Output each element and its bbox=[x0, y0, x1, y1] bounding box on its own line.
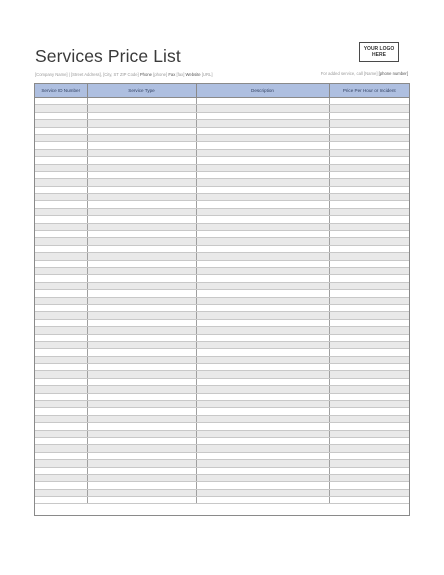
cell-description[interactable] bbox=[196, 415, 329, 422]
cell-service-id[interactable] bbox=[35, 134, 87, 141]
cell-price[interactable] bbox=[329, 186, 409, 193]
cell-service-type[interactable] bbox=[87, 245, 196, 252]
cell-description[interactable] bbox=[196, 467, 329, 474]
cell-service-type[interactable] bbox=[87, 98, 196, 105]
cell-price[interactable] bbox=[329, 164, 409, 171]
cell-price[interactable] bbox=[329, 371, 409, 378]
cell-price[interactable] bbox=[329, 149, 409, 156]
fax-value: [fax] bbox=[175, 72, 186, 77]
cell-service-id[interactable] bbox=[35, 393, 87, 400]
cell-service-id[interactable] bbox=[35, 378, 87, 385]
cell-description[interactable] bbox=[196, 460, 329, 467]
cell-price[interactable] bbox=[329, 179, 409, 186]
cell-description[interactable] bbox=[196, 275, 329, 282]
cell-price[interactable] bbox=[329, 341, 409, 348]
cell-description[interactable] bbox=[196, 98, 329, 105]
table-row bbox=[35, 393, 409, 400]
phone-value: [phone] bbox=[152, 72, 169, 77]
table-row bbox=[35, 319, 409, 326]
table-row bbox=[35, 267, 409, 274]
cell-service-type[interactable] bbox=[87, 467, 196, 474]
cell-price[interactable] bbox=[329, 267, 409, 274]
cell-service-id[interactable] bbox=[35, 401, 87, 408]
cell-description[interactable] bbox=[196, 312, 329, 319]
website-label: Website bbox=[185, 72, 201, 77]
cell-service-id[interactable] bbox=[35, 105, 87, 112]
cell-service-type[interactable] bbox=[87, 238, 196, 245]
cell-service-id[interactable] bbox=[35, 275, 87, 282]
cell-description[interactable] bbox=[196, 208, 329, 215]
cell-description[interactable] bbox=[196, 452, 329, 459]
cell-service-id[interactable] bbox=[35, 282, 87, 289]
column-header-price: Price Per Hour or Incident bbox=[329, 84, 409, 98]
cell-service-id[interactable] bbox=[35, 112, 87, 119]
column-header-description: Description bbox=[196, 84, 329, 98]
table-row bbox=[35, 489, 409, 496]
table-row bbox=[35, 164, 409, 171]
cell-price[interactable] bbox=[329, 238, 409, 245]
table-row bbox=[35, 179, 409, 186]
cell-description[interactable] bbox=[196, 120, 329, 127]
table-row bbox=[35, 423, 409, 430]
table-row bbox=[35, 216, 409, 223]
cell-price[interactable] bbox=[329, 312, 409, 319]
table-row bbox=[35, 105, 409, 112]
table-row bbox=[35, 452, 409, 459]
cell-service-type[interactable] bbox=[87, 208, 196, 215]
cell-price[interactable] bbox=[329, 201, 409, 208]
column-header-service-id: Service ID Number bbox=[35, 84, 87, 98]
cell-service-id[interactable] bbox=[35, 164, 87, 171]
cell-price[interactable] bbox=[329, 497, 409, 504]
table-row bbox=[35, 238, 409, 245]
fax-label: Fax bbox=[168, 72, 176, 77]
table-row bbox=[35, 356, 409, 363]
table-row bbox=[35, 171, 409, 178]
table-row bbox=[35, 386, 409, 393]
price-list-table-container bbox=[34, 83, 410, 516]
cell-service-id[interactable] bbox=[35, 437, 87, 444]
cell-service-type[interactable] bbox=[87, 393, 196, 400]
table-row bbox=[35, 497, 409, 504]
cell-description[interactable] bbox=[196, 179, 329, 186]
cell-price[interactable] bbox=[329, 208, 409, 215]
cell-price[interactable] bbox=[329, 460, 409, 467]
cell-description[interactable] bbox=[196, 112, 329, 119]
cell-service-type[interactable] bbox=[87, 120, 196, 127]
cell-service-type[interactable] bbox=[87, 401, 196, 408]
cell-description[interactable] bbox=[196, 408, 329, 415]
cell-price[interactable] bbox=[329, 423, 409, 430]
cell-description[interactable] bbox=[196, 149, 329, 156]
cell-service-type[interactable] bbox=[87, 223, 196, 230]
table-body bbox=[35, 98, 409, 504]
table-row bbox=[35, 201, 409, 208]
table-row bbox=[35, 327, 409, 334]
cell-service-id[interactable] bbox=[35, 341, 87, 348]
cell-price[interactable] bbox=[329, 378, 409, 385]
cell-service-type[interactable] bbox=[87, 142, 196, 149]
table-row bbox=[35, 282, 409, 289]
cell-description[interactable] bbox=[196, 489, 329, 496]
cell-service-id[interactable] bbox=[35, 149, 87, 156]
cell-description[interactable] bbox=[196, 334, 329, 341]
column-header-service-type: Service Type bbox=[87, 84, 196, 98]
cell-service-id[interactable] bbox=[35, 356, 87, 363]
cell-service-type[interactable] bbox=[87, 312, 196, 319]
cell-service-type[interactable] bbox=[87, 179, 196, 186]
table-row bbox=[35, 430, 409, 437]
cell-service-id[interactable] bbox=[35, 290, 87, 297]
table-row bbox=[35, 341, 409, 348]
table-row bbox=[35, 208, 409, 215]
table-row bbox=[35, 378, 409, 385]
cell-service-type[interactable] bbox=[87, 164, 196, 171]
table-row bbox=[35, 349, 409, 356]
cell-price[interactable] bbox=[329, 386, 409, 393]
cell-service-id[interactable] bbox=[35, 186, 87, 193]
cell-description[interactable] bbox=[196, 238, 329, 245]
cell-price[interactable] bbox=[329, 452, 409, 459]
cell-service-id[interactable] bbox=[35, 297, 87, 304]
cell-service-type[interactable] bbox=[87, 497, 196, 504]
table-row bbox=[35, 223, 409, 230]
cell-service-type[interactable] bbox=[87, 201, 196, 208]
table-row bbox=[35, 231, 409, 238]
cell-price[interactable] bbox=[329, 120, 409, 127]
cell-price[interactable] bbox=[329, 297, 409, 304]
cell-service-id[interactable] bbox=[35, 445, 87, 452]
cell-service-id[interactable] bbox=[35, 452, 87, 459]
table-row bbox=[35, 194, 409, 201]
table-row bbox=[35, 260, 409, 267]
cell-service-id[interactable] bbox=[35, 127, 87, 134]
table-row bbox=[35, 112, 409, 119]
cell-description[interactable] bbox=[196, 401, 329, 408]
table-row bbox=[35, 482, 409, 489]
cell-description[interactable] bbox=[196, 267, 329, 274]
cell-service-type[interactable] bbox=[87, 149, 196, 156]
service-contact-line bbox=[321, 71, 408, 76]
cell-price[interactable] bbox=[329, 445, 409, 452]
cell-price[interactable] bbox=[329, 223, 409, 230]
cell-description[interactable] bbox=[196, 393, 329, 400]
cell-description[interactable] bbox=[196, 105, 329, 112]
table-row bbox=[35, 134, 409, 141]
table-row bbox=[35, 127, 409, 134]
cell-service-type[interactable] bbox=[87, 186, 196, 193]
table-row bbox=[35, 401, 409, 408]
cell-description[interactable] bbox=[196, 437, 329, 444]
cell-service-id[interactable] bbox=[35, 386, 87, 393]
cell-service-id[interactable] bbox=[35, 364, 87, 371]
cell-service-type[interactable] bbox=[87, 267, 196, 274]
cell-price[interactable] bbox=[329, 260, 409, 267]
cell-service-id[interactable] bbox=[35, 179, 87, 186]
cell-service-type[interactable] bbox=[87, 415, 196, 422]
cell-description[interactable] bbox=[196, 186, 329, 193]
cell-description[interactable] bbox=[196, 445, 329, 452]
cell-service-type[interactable] bbox=[87, 371, 196, 378]
logo-line-2: HERE bbox=[372, 52, 386, 58]
cell-price[interactable] bbox=[329, 408, 409, 415]
table-row bbox=[35, 364, 409, 371]
cell-service-type[interactable] bbox=[87, 297, 196, 304]
cell-price[interactable] bbox=[329, 157, 409, 164]
cell-price[interactable] bbox=[329, 467, 409, 474]
table-row bbox=[35, 120, 409, 127]
cell-service-id[interactable] bbox=[35, 334, 87, 341]
cell-service-type[interactable] bbox=[87, 430, 196, 437]
cell-description[interactable] bbox=[196, 378, 329, 385]
table-row bbox=[35, 149, 409, 156]
cell-service-id[interactable] bbox=[35, 423, 87, 430]
cell-price[interactable] bbox=[329, 393, 409, 400]
cell-description[interactable] bbox=[196, 423, 329, 430]
cell-service-type[interactable] bbox=[87, 327, 196, 334]
table-row bbox=[35, 334, 409, 341]
service-contact-prefix: For added service, call bbox=[320, 71, 364, 76]
cell-service-type[interactable] bbox=[87, 253, 196, 260]
table-row bbox=[35, 142, 409, 149]
cell-service-id[interactable] bbox=[35, 430, 87, 437]
cell-description[interactable] bbox=[196, 497, 329, 504]
table-row bbox=[35, 312, 409, 319]
cell-price[interactable] bbox=[329, 430, 409, 437]
cell-price[interactable] bbox=[329, 482, 409, 489]
table-row bbox=[35, 186, 409, 193]
cell-description[interactable] bbox=[196, 482, 329, 489]
cell-price[interactable] bbox=[329, 474, 409, 481]
cell-service-id[interactable] bbox=[35, 142, 87, 149]
cell-service-type[interactable] bbox=[87, 194, 196, 201]
cell-service-id[interactable] bbox=[35, 327, 87, 334]
logo-placeholder bbox=[359, 42, 399, 62]
cell-price[interactable] bbox=[329, 231, 409, 238]
table-row bbox=[35, 297, 409, 304]
table-row bbox=[35, 290, 409, 297]
cell-service-id[interactable] bbox=[35, 157, 87, 164]
cell-price[interactable] bbox=[329, 327, 409, 334]
cell-service-type[interactable] bbox=[87, 408, 196, 415]
cell-service-id[interactable] bbox=[35, 238, 87, 245]
price-list-table bbox=[35, 84, 409, 504]
table-row bbox=[35, 371, 409, 378]
cell-service-id[interactable] bbox=[35, 482, 87, 489]
cell-service-id[interactable] bbox=[35, 304, 87, 311]
table-row bbox=[35, 253, 409, 260]
cell-description[interactable] bbox=[196, 216, 329, 223]
table-row bbox=[35, 460, 409, 467]
cell-service-id[interactable] bbox=[35, 319, 87, 326]
cell-description[interactable] bbox=[196, 194, 329, 201]
cell-service-type[interactable] bbox=[87, 231, 196, 238]
table-row bbox=[35, 415, 409, 422]
cell-price[interactable] bbox=[329, 489, 409, 496]
cell-description[interactable] bbox=[196, 142, 329, 149]
table-row bbox=[35, 408, 409, 415]
table-row bbox=[35, 304, 409, 311]
cell-price[interactable] bbox=[329, 437, 409, 444]
cell-service-id[interactable] bbox=[35, 474, 87, 481]
cell-price[interactable] bbox=[329, 245, 409, 252]
cell-price[interactable] bbox=[329, 194, 409, 201]
cell-service-type[interactable] bbox=[87, 282, 196, 289]
cell-description[interactable] bbox=[196, 386, 329, 393]
cell-description[interactable] bbox=[196, 282, 329, 289]
cell-service-type[interactable] bbox=[87, 127, 196, 134]
cell-service-type[interactable] bbox=[87, 171, 196, 178]
cell-description[interactable] bbox=[196, 371, 329, 378]
cell-description[interactable] bbox=[196, 245, 329, 252]
cell-service-type[interactable] bbox=[87, 275, 196, 282]
cell-service-type[interactable] bbox=[87, 260, 196, 267]
cell-description[interactable] bbox=[196, 327, 329, 334]
cell-service-type[interactable] bbox=[87, 378, 196, 385]
cell-service-type[interactable] bbox=[87, 134, 196, 141]
cell-price[interactable] bbox=[329, 127, 409, 134]
table-row bbox=[35, 275, 409, 282]
cell-service-id[interactable] bbox=[35, 223, 87, 230]
service-contact-name: [Name] bbox=[363, 71, 379, 76]
cell-description[interactable] bbox=[196, 164, 329, 171]
cell-service-id[interactable] bbox=[35, 415, 87, 422]
cell-description[interactable] bbox=[196, 290, 329, 297]
cell-description[interactable] bbox=[196, 430, 329, 437]
cell-service-id[interactable] bbox=[35, 120, 87, 127]
cell-service-type[interactable] bbox=[87, 474, 196, 481]
cell-service-id[interactable] bbox=[35, 216, 87, 223]
cell-service-type[interactable] bbox=[87, 489, 196, 496]
cell-price[interactable] bbox=[329, 142, 409, 149]
cell-price[interactable] bbox=[329, 253, 409, 260]
table-row bbox=[35, 467, 409, 474]
cell-description[interactable] bbox=[196, 231, 329, 238]
cell-service-type[interactable] bbox=[87, 304, 196, 311]
cell-service-type[interactable] bbox=[87, 386, 196, 393]
cell-price[interactable] bbox=[329, 349, 409, 356]
table-row bbox=[35, 474, 409, 481]
cell-service-type[interactable] bbox=[87, 349, 196, 356]
table-row bbox=[35, 445, 409, 452]
cell-price[interactable] bbox=[329, 364, 409, 371]
cell-price[interactable] bbox=[329, 105, 409, 112]
table-header-row bbox=[35, 84, 409, 98]
cell-service-id[interactable] bbox=[35, 231, 87, 238]
cell-service-type[interactable] bbox=[87, 445, 196, 452]
cell-description[interactable] bbox=[196, 260, 329, 267]
cell-description[interactable] bbox=[196, 304, 329, 311]
service-contact-phone: [phone number] bbox=[378, 71, 408, 76]
cell-service-id[interactable] bbox=[35, 260, 87, 267]
company-address: [Company Name] | [Street Address], [City, ST ZIP Code] bbox=[35, 72, 140, 77]
cell-service-id[interactable] bbox=[35, 171, 87, 178]
cell-price[interactable] bbox=[329, 319, 409, 326]
cell-service-type[interactable] bbox=[87, 482, 196, 489]
cell-price[interactable] bbox=[329, 356, 409, 363]
cell-service-id[interactable] bbox=[35, 194, 87, 201]
cell-description[interactable] bbox=[196, 253, 329, 260]
table-row bbox=[35, 437, 409, 444]
cell-service-type[interactable] bbox=[87, 437, 196, 444]
cell-price[interactable] bbox=[329, 415, 409, 422]
cell-service-id[interactable] bbox=[35, 245, 87, 252]
cell-description[interactable] bbox=[196, 157, 329, 164]
website-value: [URL] bbox=[200, 72, 213, 77]
cell-price[interactable] bbox=[329, 171, 409, 178]
cell-price[interactable] bbox=[329, 401, 409, 408]
cell-description[interactable] bbox=[196, 364, 329, 371]
cell-service-type[interactable] bbox=[87, 364, 196, 371]
cell-description[interactable] bbox=[196, 356, 329, 363]
cell-service-id[interactable] bbox=[35, 467, 87, 474]
cell-description[interactable] bbox=[196, 474, 329, 481]
cell-service-id[interactable] bbox=[35, 489, 87, 496]
cell-service-type[interactable] bbox=[87, 423, 196, 430]
cell-service-id[interactable] bbox=[35, 253, 87, 260]
cell-service-id[interactable] bbox=[35, 371, 87, 378]
cell-price[interactable] bbox=[329, 134, 409, 141]
cell-description[interactable] bbox=[196, 341, 329, 348]
cell-service-id[interactable] bbox=[35, 208, 87, 215]
table-row bbox=[35, 157, 409, 164]
cell-price[interactable] bbox=[329, 112, 409, 119]
phone-label: Phone bbox=[139, 72, 152, 77]
company-contact-line bbox=[35, 72, 212, 77]
cell-service-type[interactable] bbox=[87, 112, 196, 119]
cell-description[interactable] bbox=[196, 134, 329, 141]
logo-line-1: YOUR LOGO bbox=[363, 46, 395, 52]
cell-service-type[interactable] bbox=[87, 341, 196, 348]
cell-service-type[interactable] bbox=[87, 356, 196, 363]
page-title: Services Price List bbox=[35, 46, 181, 66]
cell-description[interactable] bbox=[196, 171, 329, 178]
cell-service-type[interactable] bbox=[87, 105, 196, 112]
cell-description[interactable] bbox=[196, 223, 329, 230]
table-row bbox=[35, 245, 409, 252]
cell-price[interactable] bbox=[329, 290, 409, 297]
cell-service-type[interactable] bbox=[87, 460, 196, 467]
cell-service-id[interactable] bbox=[35, 349, 87, 356]
cell-description[interactable] bbox=[196, 127, 329, 134]
cell-description[interactable] bbox=[196, 297, 329, 304]
cell-description[interactable] bbox=[196, 201, 329, 208]
cell-service-type[interactable] bbox=[87, 319, 196, 326]
cell-service-type[interactable] bbox=[87, 216, 196, 223]
cell-service-type[interactable] bbox=[87, 290, 196, 297]
cell-service-type[interactable] bbox=[87, 334, 196, 341]
cell-service-id[interactable] bbox=[35, 267, 87, 274]
cell-service-id[interactable] bbox=[35, 497, 87, 504]
table-row bbox=[35, 98, 409, 105]
cell-price[interactable] bbox=[329, 282, 409, 289]
cell-description[interactable] bbox=[196, 319, 329, 326]
cell-price[interactable] bbox=[329, 216, 409, 223]
cell-service-type[interactable] bbox=[87, 157, 196, 164]
cell-price[interactable] bbox=[329, 304, 409, 311]
cell-service-type[interactable] bbox=[87, 452, 196, 459]
cell-price[interactable] bbox=[329, 334, 409, 341]
cell-service-id[interactable] bbox=[35, 460, 87, 467]
cell-price[interactable] bbox=[329, 98, 409, 105]
cell-description[interactable] bbox=[196, 349, 329, 356]
cell-service-id[interactable] bbox=[35, 98, 87, 105]
cell-service-id[interactable] bbox=[35, 312, 87, 319]
cell-price[interactable] bbox=[329, 275, 409, 282]
cell-service-id[interactable] bbox=[35, 201, 87, 208]
cell-service-id[interactable] bbox=[35, 408, 87, 415]
